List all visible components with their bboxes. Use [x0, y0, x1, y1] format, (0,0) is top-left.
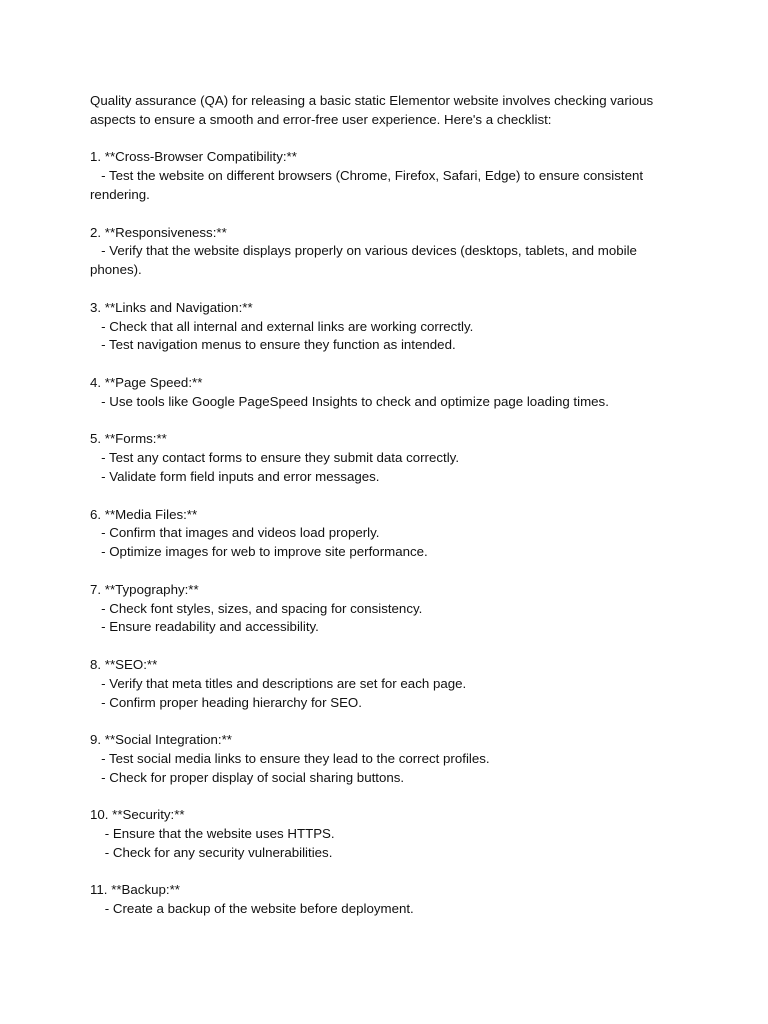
checklist-item: - Optimize images for web to improve site performance. — [90, 544, 428, 560]
section-heading: 10. **Security:** — [90, 807, 185, 823]
checklist-section — [90, 224, 690, 280]
checklist-item: - Test the website on different browsers (Chrome, Firefox, Safari, Edge) to ensure consistent rendering. — [90, 168, 647, 202]
section-heading: 11. **Backup:** — [90, 882, 180, 898]
document-page — [90, 92, 690, 938]
checklist-section — [90, 656, 690, 712]
checklist-item: - Check font styles, sizes, and spacing for consistency. — [90, 600, 423, 616]
checklist-section — [90, 581, 690, 637]
section-heading: 1. **Cross-Browser Compatibility:** — [90, 149, 297, 165]
section-heading: 2. **Responsiveness:** — [90, 224, 227, 240]
intro-paragraph: Quality assurance (QA) for releasing a basic static Elementor website involves checking various aspects to ensure a smooth and error-free user experience. Here's a checklist: — [90, 93, 654, 127]
checklist-item: - Check for any security vulnerabilities. — [90, 844, 333, 860]
checklist-item: - Test navigation menus to ensure they function as intended. — [90, 337, 456, 353]
checklist-section — [90, 806, 690, 862]
checklist-item: - Ensure readability and accessibility. — [90, 619, 319, 635]
section-heading: 6. **Media Files:** — [90, 506, 198, 522]
section-heading: 8. **SEO:** — [90, 656, 158, 672]
checklist-item: - Validate form field inputs and error messages. — [90, 468, 380, 484]
section-heading: 7. **Typography:** — [90, 581, 199, 597]
checklist-item: - Confirm proper heading hierarchy for SEO. — [90, 694, 362, 710]
section-heading: 3. **Links and Navigation:** — [90, 299, 253, 315]
checklist-item: - Check that all internal and external links are working correctly. — [90, 318, 474, 334]
checklist-item: - Use tools like Google PageSpeed Insights to check and optimize page loading times. — [90, 393, 609, 409]
section-heading: 4. **Page Speed:** — [90, 374, 203, 390]
section-heading: 9. **Social Integration:** — [90, 732, 232, 748]
checklist-section — [90, 299, 690, 355]
checklist-item: - Verify that the website displays properly on various devices (desktops, tablets, and mobile phones). — [90, 243, 641, 278]
checklist-section — [90, 731, 690, 787]
checklist-item: - Ensure that the website uses HTTPS. — [90, 826, 335, 842]
checklist-section — [90, 881, 690, 919]
checklist-section — [90, 430, 690, 486]
checklist-section — [90, 374, 690, 412]
checklist-item: - Test social media links to ensure they lead to the correct profiles. — [90, 750, 490, 766]
checklist-section — [90, 148, 690, 204]
checklist-item: - Verify that meta titles and descriptions are set for each page. — [90, 675, 467, 691]
checklist-section — [90, 506, 690, 562]
checklist-item: - Confirm that images and videos load properly. — [90, 525, 380, 541]
checklist-item: - Create a backup of the website before deployment. — [90, 901, 414, 917]
section-heading: 5. **Forms:** — [90, 431, 167, 447]
checklist-item: - Check for proper display of social sharing buttons. — [90, 769, 405, 785]
checklist-item: - Test any contact forms to ensure they submit data correctly. — [90, 450, 460, 466]
